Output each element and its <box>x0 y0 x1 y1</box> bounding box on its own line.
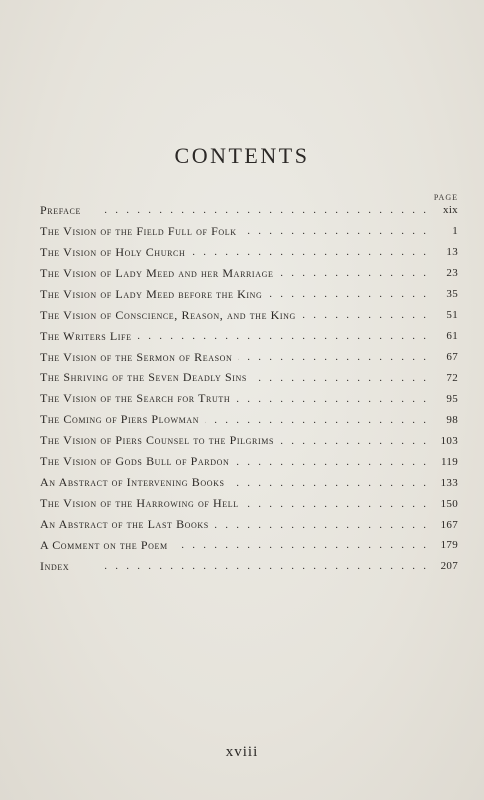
toc-entry-title: The Vision of Lady Meed before the King <box>40 286 263 301</box>
toc-entry-page: 207 <box>440 560 458 573</box>
dot-leader <box>138 330 426 342</box>
toc-entry <box>40 409 458 430</box>
toc-entry-page: 98 <box>446 413 458 426</box>
toc-entry-title: The Vision of the Harrowing of Hell <box>40 496 239 511</box>
dot-leader <box>174 539 426 551</box>
toc-entry-page: 23 <box>446 267 458 280</box>
toc-entry <box>40 284 458 305</box>
toc-entry <box>40 451 458 472</box>
toc-entry-title: The Vision of Gods Bull of Pardon <box>40 454 230 469</box>
toc-entry-title: The Vision of Holy Church <box>40 244 186 259</box>
dot-leader <box>231 477 426 489</box>
toc-entry <box>40 535 458 556</box>
dot-leader <box>253 372 426 384</box>
toc-entry-page: 72 <box>446 371 458 384</box>
page-title: CONTENTS <box>174 143 310 168</box>
dot-leader <box>191 246 426 258</box>
toc-entry-page: 51 <box>446 309 458 322</box>
toc-entry-page: 13 <box>446 246 458 259</box>
table-of-contents <box>40 200 458 577</box>
toc-entry <box>40 263 458 284</box>
dot-leader <box>302 309 426 321</box>
toc-entry-title: The Vision of the Sermon of Reason <box>40 349 233 364</box>
toc-entry-page: 67 <box>446 351 458 364</box>
toc-entry-page: 150 <box>440 497 458 510</box>
toc-entry <box>40 472 458 493</box>
toc-entry <box>40 242 458 263</box>
dot-leader <box>236 393 426 405</box>
toc-entry <box>40 556 458 577</box>
dot-leader <box>279 267 426 279</box>
toc-entry-title: An Abstract of Intervening Books <box>40 475 225 490</box>
toc-entry-page: 133 <box>440 476 458 489</box>
toc-entry-title: The Vision of the Search for Truth <box>40 391 231 406</box>
page-column-label: PAGE <box>433 193 458 202</box>
toc-entry-page: 95 <box>446 392 458 405</box>
toc-entry <box>40 493 458 514</box>
toc-entry <box>40 388 458 409</box>
toc-entry-page: 103 <box>440 434 458 447</box>
page-number: xviii <box>225 744 259 760</box>
toc-entry-title: The Vision of Conscience, Reason, and the King <box>40 307 296 322</box>
toc-entry <box>40 347 458 368</box>
toc-entry-title: The Vision of the Field Full of Folk <box>40 223 237 238</box>
toc-entry-page: xix <box>443 204 458 217</box>
dot-leader <box>215 519 426 531</box>
toc-entry <box>40 305 458 326</box>
toc-entry-title: Preface <box>40 202 81 217</box>
dot-leader <box>243 225 426 237</box>
toc-entry-title: Index <box>40 558 70 573</box>
toc-entry <box>40 430 458 451</box>
dot-leader <box>280 435 426 447</box>
toc-entry-page: 119 <box>441 455 458 468</box>
toc-entry <box>40 200 458 221</box>
dot-leader <box>245 498 426 510</box>
dot-leader <box>238 351 426 363</box>
toc-entry-title: An Abstract of the Last Books <box>40 517 209 532</box>
toc-entry-page: 1 <box>452 225 458 238</box>
toc-entry <box>40 514 458 535</box>
toc-entry <box>40 221 458 242</box>
toc-entry-title: The Coming of Piers Plowman <box>40 412 200 427</box>
toc-entry <box>40 368 458 389</box>
dot-leader <box>235 456 426 468</box>
toc-entry-title: The Writers Life <box>40 328 132 343</box>
dot-leader <box>268 288 426 300</box>
toc-entry-title: The Vision of Piers Counsel to the Pilgrims <box>40 433 275 448</box>
dot-leader <box>75 560 426 572</box>
dot-leader <box>87 204 426 216</box>
toc-entry-page: 35 <box>446 288 458 301</box>
toc-entry-title: The Shriving of the Seven Deadly Sins <box>40 370 247 385</box>
toc-entry-title: A Comment on the Poem <box>40 537 168 552</box>
toc-entry-title: The Vision of Lady Meed and her Marriage <box>40 265 274 280</box>
toc-entry-page: 179 <box>440 539 458 552</box>
toc-entry <box>40 326 458 347</box>
toc-entry-page: 167 <box>440 518 458 531</box>
dot-leader <box>205 414 426 426</box>
toc-entry-page: 61 <box>446 330 458 343</box>
